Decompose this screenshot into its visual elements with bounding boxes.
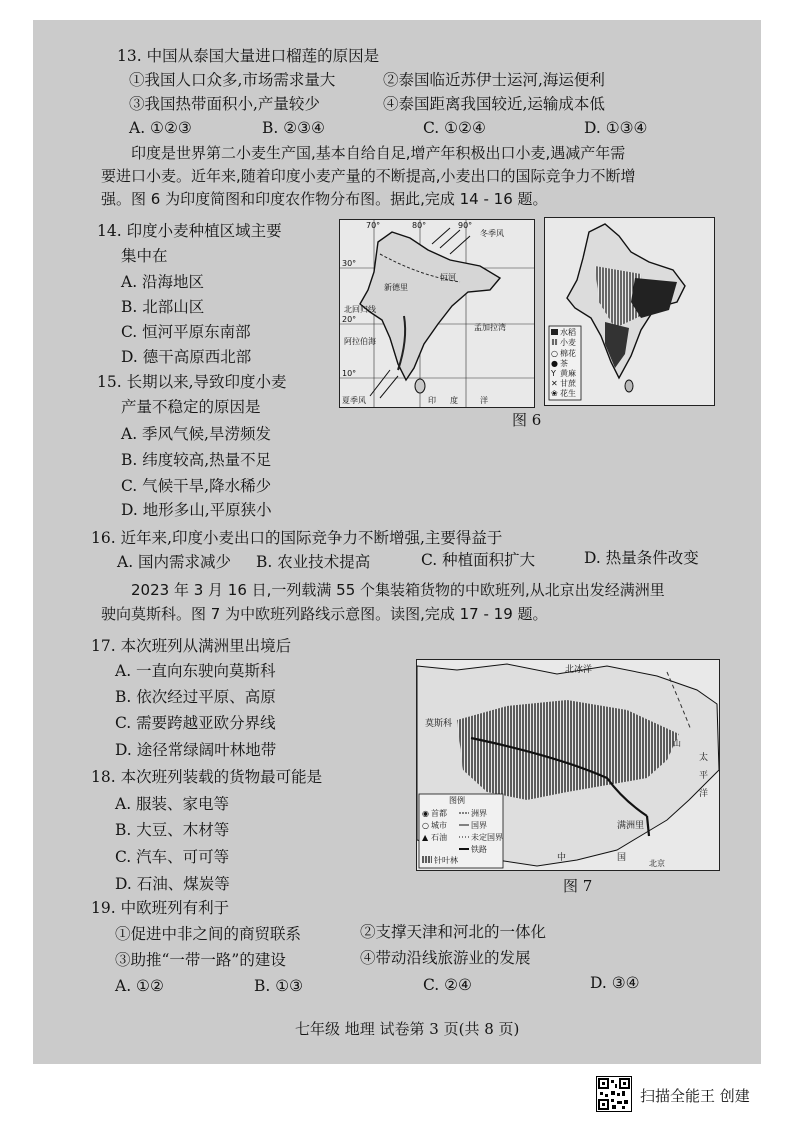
q13-statement-4: ④泰国距离我国较近,运输成本低 [383,95,605,113]
arabian-sea-label: 阿拉伯海 [344,337,376,346]
bay-of-bengal-label: 孟加拉湾 [474,323,506,332]
legend-capital: 首都 [431,809,447,818]
legend-cotton: 棉花 [560,349,576,358]
legend-city-icon: ○ [422,821,429,830]
legend-oil: 石油 [431,833,447,842]
legend-city: 城市 [431,821,447,830]
lat-30-label: 30° [342,259,357,268]
q17-option-b: B. 依次经过平原、高原 [115,688,276,706]
china-label-1: 中 [557,853,567,863]
q17-option-a: A. 一直向东驶向莫斯科 [115,662,276,680]
q18-stem: 18. 本次班列装载的货物最可能是 [91,768,323,786]
arctic-ocean-label: 北冰洋 [565,665,593,675]
lon-90-label: 90° [458,221,473,230]
legend-oil-icon: ▲ [422,833,429,842]
legend-wheat: 小麦 [560,338,576,347]
passage2-line-1: 2023 年 3 月 16 日,一列载满 55 个集装箱货物的中欧班列,从北京出发经满洲里 [131,581,665,599]
q16-option-d: D. 热量条件改变 [584,549,699,567]
q15-stem-1: 15. 长期以来,导致印度小麦 [97,373,287,391]
q13-option-c: C. ①②④ [423,119,486,137]
tropic-of-cancer-label: 北回归线 [344,305,376,314]
q15-option-b: B. 纬度较高,热量不足 [121,451,272,469]
q16-stem: 16. 近年来,印度小麦出口的国际竞争力不断增强,主要得益于 [91,529,503,547]
ganges-label: 恒河 [440,273,456,282]
q18-option-b: B. 大豆、木材等 [115,821,230,839]
q19-statement-2: ②支撑天津和河北的一体化 [360,923,547,941]
legend-tea-icon: ● [551,359,558,368]
india-outline-map [339,219,535,408]
lon-80-label: 80° [412,221,427,230]
mountain-label: 山 [673,739,681,748]
q13-statement-3: ③我国热带面积小,产量较少 [129,95,320,113]
railway-map-drawing [417,660,719,870]
legend-peanut-icon: ❀ [551,389,558,398]
legend-capital-icon: ◉ [422,809,429,818]
lat-20-label: 20° [342,315,357,324]
passage1-line-1: 印度是世界第二小麦生产国,基本自给自足,增产年积极出口小麦,遇减产年需 [131,144,626,162]
legend-sugarcane-icon: ✕ [551,379,558,388]
legend-sugarcane: 甘蔗 [560,379,576,388]
q14-option-c: C. 恒河平原东南部 [121,323,251,341]
ocean-label-2: 度 [450,396,458,405]
winter-monsoon-label: 冬季风 [480,229,504,238]
q16-option-a: A. 国内需求减少 [117,553,232,571]
q14-option-a: A. 沿海地区 [121,273,205,291]
q19-option-d: D. ③④ [590,974,640,992]
legend-tea: 茶 [560,359,568,368]
legend-peanut: 花生 [560,389,576,398]
q16-option-b: B. 农业技术提高 [256,553,371,571]
legend-jute-icon: Y [551,369,556,378]
legend-coniferous-forest: 针叶林 [434,856,458,865]
q13-stem: 13. 中国从泰国大量进口榴莲的原因是 [117,47,380,65]
legend-cotton-icon: ○ [551,349,558,358]
q15-option-a: A. 季风气候,旱涝频发 [121,425,271,443]
qr-code-icon [596,1076,632,1112]
q15-option-c: C. 气候干旱,降水稀少 [121,477,272,495]
q19-statement-1: ①促进中非之间的商贸联系 [115,925,302,943]
passage1-line-3: 强。图 6 为印度简图和印度农作物分布图。据此,完成 14 - 16 题。 [101,190,548,208]
q17-option-d: D. 途径常绿阔叶林地带 [115,741,277,759]
page-footer: 七年级 地理 试卷第 3 页(共 8 页) [295,1020,520,1038]
moscow-label: 莫斯科 [425,719,453,729]
q15-option-d: D. 地形多山,平原狭小 [121,501,272,519]
q13-statement-2: ②泰国临近苏伊士运河,海运便利 [383,71,605,89]
new-delhi-label: 新德里 [384,283,408,292]
summer-monsoon-label: 夏季风 [342,396,366,405]
manzhouli-label: 满洲里 [617,821,645,831]
q18-option-d: D. 石油、煤炭等 [115,875,230,893]
legend-rice: 水稻 [560,328,576,337]
q14-option-d: D. 德干高原西北部 [121,348,252,366]
pacific-label-3: 洋 [699,789,709,799]
lon-70-label: 70° [366,221,381,230]
q18-option-a: A. 服装、家电等 [115,795,230,813]
legend-jute: 黄麻 [560,369,576,378]
figure-7-caption: 图 7 [563,877,593,895]
q16-option-c: C. 种植面积扩大 [421,551,536,569]
legend-continent-border: 洲界 [471,809,487,818]
pacific-label-1: 太 [699,753,709,763]
q18-option-c: C. 汽车、可可等 [115,848,230,866]
q19-option-c: C. ②④ [423,976,472,994]
india-crop-map-drawing [545,218,714,405]
legend-national-border: 国界 [471,821,487,830]
q19-option-a: A. ①② [115,977,164,995]
q17-stem: 17. 本次班列从满洲里出境后 [91,637,292,655]
q19-statement-4: ④带动沿线旅游业的发展 [360,949,531,967]
q13-option-b: B. ②③④ [262,119,325,137]
india-crop-map [544,217,715,406]
q14-stem-1: 14. 印度小麦种植区域主要 [97,222,282,240]
q19-statement-3: ③助推“一带一路”的建设 [115,951,286,969]
china-label-2: 国 [617,853,627,863]
ocean-label-1: 印 [428,396,436,405]
legend-title: 图例 [449,796,465,805]
india-outline-map-drawing [340,220,534,407]
brand-text: 扫描全能王 创建 [640,1087,750,1105]
china-europe-railway-map [416,659,720,871]
q13-option-d: D. ①③④ [584,119,648,137]
passage1-line-2: 要进口小麦。近年来,随着印度小麦产量的不断提高,小麦出口的国际竞争力不断增 [101,167,636,185]
beijing-label: 北京 [649,859,665,868]
figure-6-caption: 图 6 [512,411,542,429]
q17-option-c: C. 需要跨越亚欧分界线 [115,714,276,732]
passage2-line-2: 驶向莫斯科。图 7 为中欧班列路线示意图。读图,完成 17 - 19 题。 [101,605,548,623]
legend-undetermined-border: 未定国界 [471,833,503,842]
ocean-label-3: 洋 [480,396,488,405]
q13-option-a: A. ①②③ [129,119,192,137]
q19-stem: 19. 中欧班列有利于 [91,899,230,917]
legend-railway: 铁路 [471,845,487,854]
q13-statement-1: ①我国人口众多,市场需求量大 [129,71,336,89]
q14-option-b: B. 北部山区 [121,298,205,316]
q19-option-b: B. ①③ [254,977,304,995]
q15-stem-2: 产量不稳定的原因是 [121,398,261,416]
q14-stem-2: 集中在 [121,247,168,265]
pacific-label-2: 平 [699,771,709,781]
lat-10-label: 10° [342,369,357,378]
